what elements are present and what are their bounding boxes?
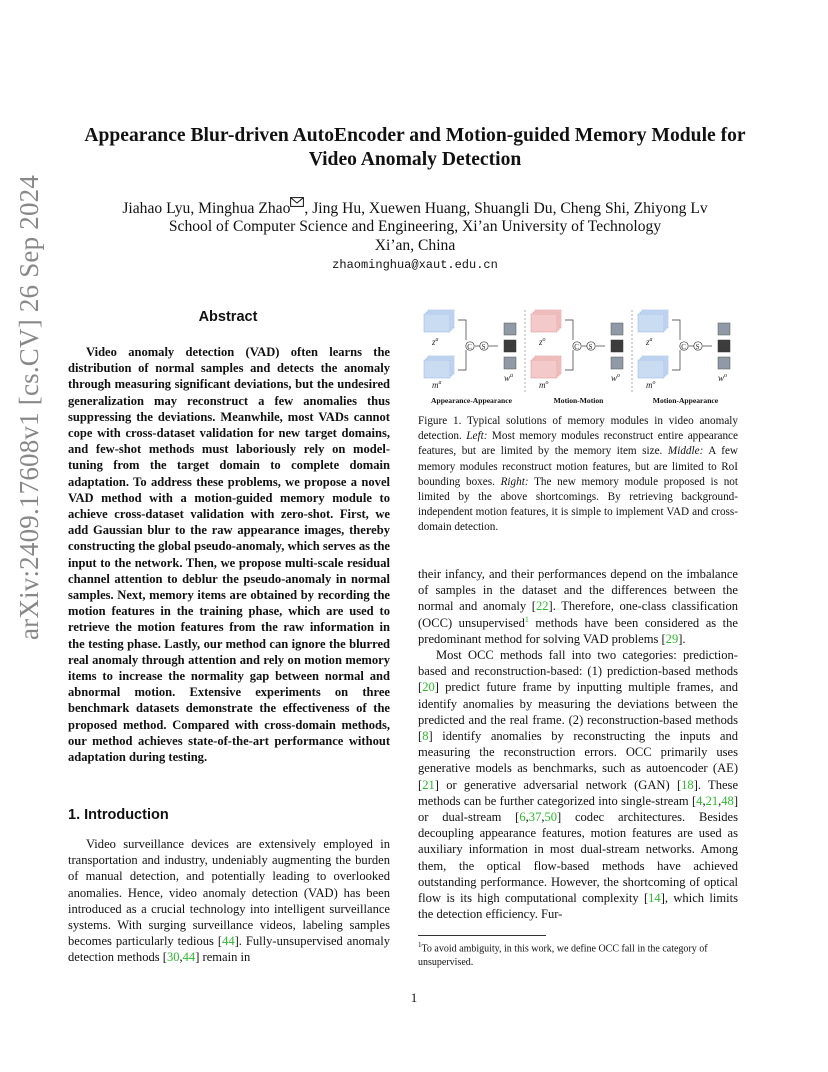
citation-link[interactable]: 48 [721,793,734,808]
caption-label-left: Left: [466,430,488,443]
memory-item [611,323,623,335]
concat-label: C [467,343,472,351]
weight-label-w: $w^o$ [611,373,621,383]
paper-title [60,124,770,172]
affiliation: School of Computer Science and Engineering, Xi’an University of Technology [168,218,662,235]
text-run: ] codec architectures. Besides decoupling appearance features, motion features are used as auxiliary information in most dual-stream networks. Among them, the optical flow-based methods have achieved outstanding performance. However, the shortcoming of optical flow is its high computational complexity [ [418,810,738,906]
softmax-label: S [588,343,593,351]
citation-link[interactable]: 44 [182,950,196,965]
arrow-bottom [565,350,573,370]
text-run: A few memory modules reconstruct motion features, but are limited to RoI bounding boxes. [418,445,738,488]
latent-label-z: $z^a$ [432,337,439,347]
citation-link[interactable]: 22 [535,599,549,614]
softmax-label: S [481,343,486,351]
text-run: , [702,793,706,808]
authors-first: Jiahao Lyu, Minghua Zhao [122,200,291,217]
citation-link[interactable]: 44 [222,934,235,949]
text-run: , [541,810,545,825]
text-run: ] remain in [195,950,251,965]
figure-1-diagram [418,308,740,408]
weight-label-w: $w^o$ [718,373,728,383]
feature-block-bottom [638,360,664,378]
memory-item [718,357,730,369]
concat-label: C [574,343,579,351]
footnote [418,938,738,970]
citation-link[interactable]: 4 [696,793,703,808]
text-run: ], which limits the detection efficiency. Fur- [418,891,738,922]
text-run: , [179,950,183,965]
citation-link[interactable]: 30 [166,950,180,965]
memory-item [718,323,730,335]
introduction-paragraph-1 [68,836,390,966]
text-run: ] identify anomalies by reconstructing the inputs and measuring the reconstruction errors. OCC primarily uses generative models as benchmarks, such as autoencoder (AE) [ [418,729,738,792]
footnote-text: To avoid ambiguity, in this work, we define OCC fall in the category of unsupervised. [418,943,708,969]
abstract-heading: Abstract [198,309,258,325]
text-run: ] or dual-stream [ [418,793,738,825]
right-paragraph-2 [418,647,738,922]
right-paragraph-1 [418,566,738,647]
location: Xi’an, China [374,237,456,254]
envelope-icon [290,200,304,217]
latent-label-z: $z^a$ [646,337,653,347]
introduction-heading: 1. Introduction [68,807,169,823]
text-run: Most OCC methods fall into two categories: prediction-based and reconstruction-based: (1) prediction-based methods [ [418,648,738,695]
authors-rest: , Jing Hu, Xuewen Huang, Shuangli Du, Cheng Shi, Zhiyong Lv [304,200,708,217]
caption-label-middle: Middle: [667,445,704,458]
arrow-top [458,320,466,340]
softmax-label: S [695,343,700,351]
citation-link[interactable]: 21 [422,777,435,792]
memory-item [611,357,623,369]
right-column-body [418,566,738,922]
arrow-bottom [458,350,466,370]
footnote-marker[interactable]: 1 [524,614,529,624]
citation-link[interactable]: 29 [665,631,679,646]
panel-label: Motion-Motion [553,396,604,405]
citation-link[interactable]: 50 [544,810,558,825]
text-run: , [525,810,529,825]
memory-item [504,323,516,335]
memory-label-m: $m^o$ [539,380,549,390]
panel-label: Appearance-Appearance [431,396,512,405]
arrow-top [565,320,573,340]
memory-label-m: $m^a$ [432,380,442,390]
text-run: ] or generative adversarial network (GAN) [ [434,777,682,792]
text-run: Most memory modules reconstruct entire appearance features, but are limited by the memory item size. [418,430,738,458]
title-line-1: Appearance Blur-driven AutoEncoder and Motion-guided Memory Module for [84,125,746,146]
citation-link[interactable]: 37 [528,810,542,825]
weight-label-w: $w^a$ [504,373,514,383]
caption-label-right: Right: [500,475,529,488]
footnote-number: 1 [418,941,422,949]
arrow-top [672,320,680,340]
memory-item-selected [611,340,623,352]
page-number: 1 [410,990,418,1005]
latent-label-z: $z^o$ [539,337,546,347]
citation-link[interactable]: 8 [422,729,429,744]
feature-block-bottom [424,360,450,378]
arxiv-identifier: arXiv:2409.17608v1 [cs.CV] 26 Sep 2024 [14,174,44,640]
feature-block-top [531,314,557,332]
memory-item-selected [718,340,730,352]
text-run: Figure 1. Typical solutions of memory modules in video anomaly detection. [418,415,738,443]
contact-email: zhaominghua@xaut.edu.cn [332,258,498,272]
citation-link[interactable]: 6 [519,810,526,825]
panel-label: Motion-Appearance [652,396,719,405]
footnote-divider [418,935,546,936]
text-run: methods have been considered as the predominant method for solving VAD problems [ [418,615,739,646]
figure-1-caption [418,414,738,536]
arrow-bottom [672,350,680,370]
citation-link[interactable]: 14 [648,891,661,906]
memory-item-selected [504,340,516,352]
text-run: , [718,793,722,808]
feature-block-top [638,314,664,332]
text-run: ]. [678,631,686,646]
text-run: ]. Fully-unsupervised anomaly detection methods [ [68,934,390,965]
memory-label-m: $m^o$ [646,380,656,390]
text-run: ] predict future frame by inputting multiple frames, and identify anomalies by measuring the deviations between the predicted and the real frame. (2) reconstruction-based methods [ [418,680,738,744]
text-run: Video surveillance devices are extensively employed in transportation and industry, undeniably augmenting the burden of manual detection, and potentially leading to overlooked anomalies. Hence, video anomaly detection (VAD) has been introduced as a crucial technology into intelligent surveillance systems. With surging surveillance videos, labeling samples becomes particularly tedious [ [68,837,390,949]
text-run: their infancy, and their performances depend on the imbalance of samples in the dataset and the differences between the normal and anomaly [ [418,567,738,614]
feature-block-top [424,314,450,332]
text-run: ]. These methods can be further categorized into single-stream [ [418,777,739,808]
text-run: The new memory module proposed is not limited by the above shortcomings. By retrieving background-independent motion features, it is simple to implement VAD and cross-domain detection. [418,475,738,534]
title-line-2: Video Anomaly Detection [308,149,522,170]
citation-link[interactable]: 20 [422,680,435,695]
citation-link[interactable]: 18 [681,777,694,792]
text-run: ]. Therefore, one-class classification (OCC) unsupervised [418,599,738,630]
feature-block-bottom [531,360,557,378]
abstract-text: Video anomaly detection (VAD) often learns the distribution of normal samples and detects the anomaly through measuring significant deviations, but the undesired generalization may reconstruct a few anomalies thus suppressing the deviations. Meanwhile, most VADs cannot cope with cross-dataset validation for new target domains, and few-shot methods must laboriously rely on model-tuning from the target domain to complete domain adaptation. To address these problems, we propose a novel VAD method with a motion-guided memory module to achieve cross-dataset validation with zero-shot. First, we add Gaussian blur to the raw appearance images, thereby constructing the global pseudo-anomaly, which serves as the input to the network. Then, we propose multi-scale residual channel attention to deblur the pseudo-anomaly in normal samples. Next, memory items are obtained by recording the motion features in the training phase, which are used to retrieve the motion features from the raw information in the testing phase. Lastly, our method can ignore the blurred real anomaly through attention and rely on motion memory items to increase the normality gap between normal and abnormal motion. Extensive experiments on three benchmark datasets demonstrate the effectiveness of the proposed method. Compared with cross-domain methods, our method achieves state-of-the-art performance without adaptation during testing. [68,345,390,765]
concat-label: C [681,343,686,351]
citation-link[interactable]: 21 [705,793,719,808]
memory-item [504,357,516,369]
